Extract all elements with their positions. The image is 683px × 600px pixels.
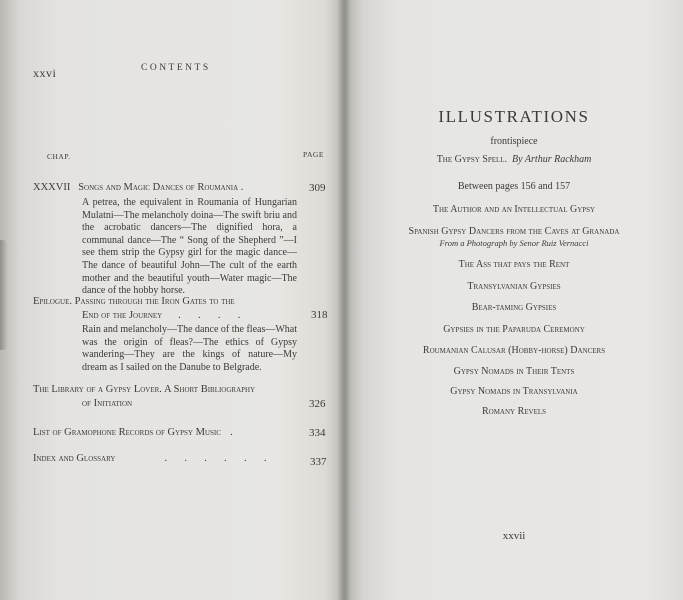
plate-title: The Author and an Intellectual Gypsy <box>432 204 596 215</box>
plate-title: Roumanian Calusar (Hobby-horse) Dancers <box>422 345 606 356</box>
toc-entry-xxxvii <box>33 182 247 193</box>
frontispiece-line <box>345 154 683 165</box>
dot-leader: . . . . . . <box>118 453 271 464</box>
chapter-description: Rain and melancholy—The dance of the fleas—What was the origin of fleas?—The ethics of Gypsy wandering—They are the kings of nature—My dream as I sailed on the Danube to Belgrade. <box>82 324 297 373</box>
book-spine-gutter <box>337 0 351 600</box>
chapter-title: Songs and Magic Dances of Roumania <box>78 182 239 193</box>
toc-entry-epilogue-line2 <box>82 310 244 321</box>
chapter-title: List of Gramophone Records of Gypsy Music <box>33 427 221 438</box>
illustrations-heading: ILLUSTRATIONS <box>438 107 590 126</box>
running-head: CONTENTS <box>141 63 211 73</box>
chapter-page-number: 326 <box>309 398 326 410</box>
plate-title: Bear-taming Gypsies <box>471 302 557 313</box>
chap-column-label: CHAP. <box>47 152 71 161</box>
right-page-number: xxvii <box>502 530 526 542</box>
plate-title: Romany Revels <box>481 406 547 417</box>
page-column-label: PAGE <box>303 150 324 159</box>
plate-title: Gypsy Nomads in Their Tents <box>453 366 575 377</box>
chapter-page-number: 318 <box>311 309 328 321</box>
chapter-title: Index and Glossary <box>33 453 116 464</box>
frontispiece-title: The Gypsy Spell. <box>436 154 508 165</box>
toc-entry-gramophone <box>33 427 237 438</box>
frontispiece-label: frontispiece <box>490 136 538 147</box>
frontispiece-artist: By Arthur Rackham <box>512 154 592 165</box>
plate-title: Transylvanian Gypsies <box>467 281 561 292</box>
chapter-page-number: 334 <box>309 427 326 439</box>
page-edge-shadow <box>0 240 8 350</box>
plate-title: The Ass that pays the Rent <box>458 259 570 270</box>
toc-entry-epilogue-line1: Epilogue. Passing through the Iron Gates to the <box>33 296 235 307</box>
dot-leader: . <box>223 427 237 438</box>
plate-title: Gypsies in the Paparuda Ceremony <box>443 324 585 335</box>
dot-leader: . . . . <box>164 310 245 321</box>
toc-entry-library-line2: of Initiation <box>82 398 133 409</box>
toc-entry-index <box>33 453 270 464</box>
chapter-title: End of the Journey <box>82 310 163 321</box>
between-pages: Between pages 156 and 157 <box>457 181 571 192</box>
photo-credit: From a Photograph by Senor Ruiz Vernacci <box>439 238 589 248</box>
chapter-page-number: 309 <box>309 182 326 194</box>
right-page <box>345 0 683 600</box>
toc-entry-library-line1: The Library of a Gypsy Lover. A Short Bibliography <box>33 384 256 395</box>
left-page-number: xxvi <box>33 66 57 80</box>
chapter-number: XXXVII <box>33 182 71 193</box>
plate-title: Gypsy Nomads in Transylvania <box>450 386 578 397</box>
chapter-description: A petrea, the equivalent in Roumania of Hungarian Mulatni—The melancholy doina—The swift briu and the acrobatic dancers—The dignified hora, a communal dance—The “ Song of the Shepherd ”—I see them strip the Gypsy girl for the magic dance—The dance of beautiful John—The cult of the earth mother and the beautiful youth—Water magic—The dance of the hobby horse. <box>82 197 297 297</box>
plate-title: Spanish Gypsy Dancers from the Caves at Granada <box>408 226 620 237</box>
chapter-page-number: 337 <box>310 456 327 468</box>
dot-leader: . <box>240 182 248 193</box>
